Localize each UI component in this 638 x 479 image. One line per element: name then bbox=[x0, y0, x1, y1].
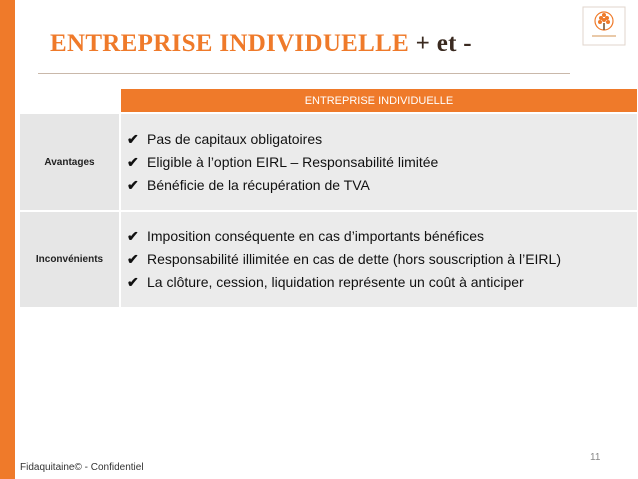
row-items-inconvenients bbox=[121, 212, 637, 307]
footer-confidential: Fidaquitaine© - Confidentiel bbox=[20, 462, 144, 473]
list-item: ✔ Pas de capitaux obligatoires bbox=[127, 128, 637, 151]
checkmark-icon: ✔ bbox=[127, 228, 139, 244]
list-item: ✔ La clôture, cession, liquidation représente un coût à anticiper bbox=[127, 271, 637, 294]
table-header: ENTREPRISE INDIVIDUELLE bbox=[121, 89, 637, 112]
row-label-avantages: Avantages bbox=[20, 114, 119, 210]
tree-logo-icon bbox=[582, 6, 626, 46]
page-title bbox=[50, 30, 472, 58]
checkmark-icon: ✔ bbox=[127, 153, 139, 170]
list-item: ✔ Eligible à l’option EIRL – Responsabilité limitée bbox=[127, 151, 637, 174]
title-underline bbox=[38, 73, 570, 74]
table-header-row bbox=[20, 89, 637, 112]
row-label-inconvenients: Inconvénients bbox=[20, 212, 119, 307]
page-number: 11 bbox=[590, 452, 601, 463]
row-items-avantages bbox=[121, 114, 637, 210]
table-row bbox=[20, 114, 637, 210]
list-item: ✔ Responsabilité illimitée en cas de dette (hors souscription à l’EIRL) bbox=[127, 248, 637, 271]
checkmark-icon: ✔ bbox=[127, 176, 139, 193]
checkmark-icon: ✔ bbox=[127, 130, 139, 147]
table-header-empty bbox=[20, 89, 119, 112]
left-accent-bar bbox=[0, 0, 15, 479]
page-title-main: ENTREPRISE INDIVIDUELLE bbox=[50, 30, 410, 57]
comparison-table bbox=[20, 89, 637, 307]
checkmark-icon: ✔ bbox=[127, 274, 139, 290]
list-item: ✔ Bénéficie de la récupération de TVA bbox=[127, 174, 637, 197]
table-row bbox=[20, 212, 637, 307]
list-item: ✔ Imposition conséquente en cas d’importants bénéfices bbox=[127, 225, 637, 248]
page-title-suffix: + et - bbox=[415, 30, 472, 57]
checkmark-icon: ✔ bbox=[127, 251, 139, 267]
